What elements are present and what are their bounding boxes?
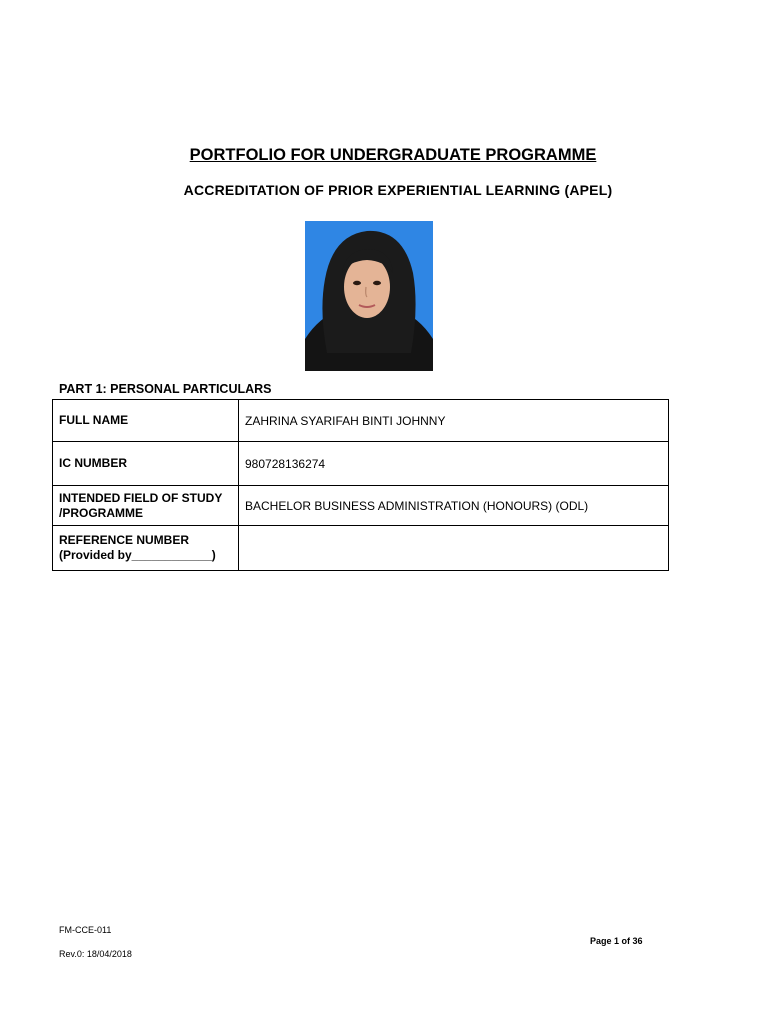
document-title: PORTFOLIO FOR UNDERGRADUATE PROGRAMME <box>189 146 597 164</box>
row-label-text-line2: (Provided by____________) <box>59 548 216 562</box>
row-label-text-line2: /PROGRAMME <box>59 505 143 520</box>
row-label <box>53 526 239 571</box>
table-row <box>53 400 669 442</box>
document-subtitle: ACCREDITATION OF PRIOR EXPERIENTIAL LEARNING (APEL) <box>183 182 613 198</box>
row-label-text: IC NUMBER <box>59 456 127 470</box>
table-row <box>53 442 669 486</box>
personal-particulars-table <box>52 399 669 571</box>
footer-page-number: Page 1 of 36 <box>590 936 643 946</box>
row-label <box>53 400 239 442</box>
row-label <box>53 486 239 526</box>
row-value-input[interactable] <box>239 526 669 571</box>
row-value: 980728136274 <box>239 442 669 486</box>
footer-form-code: FM-CCE-011 <box>59 925 112 935</box>
row-label-text: FULL NAME <box>59 413 129 427</box>
footer-revision: Rev.0: 18/04/2018 <box>59 949 132 959</box>
row-value: BACHELOR BUSINESS ADMINISTRATION (HONOURS) (ODL) <box>239 486 669 526</box>
row-label-text: INTENDED FIELD OF STUDY <box>59 490 223 505</box>
person-photo-icon <box>305 221 433 371</box>
section-heading-personal-particulars: PART 1: PERSONAL PARTICULARS <box>59 382 272 396</box>
table-row <box>53 526 669 571</box>
row-label <box>53 442 239 486</box>
row-label-text: REFERENCE NUMBER <box>59 533 190 547</box>
row-value: ZAHRINA SYARIFAH BINTI JOHNNY <box>239 400 669 442</box>
table-row <box>53 486 669 526</box>
